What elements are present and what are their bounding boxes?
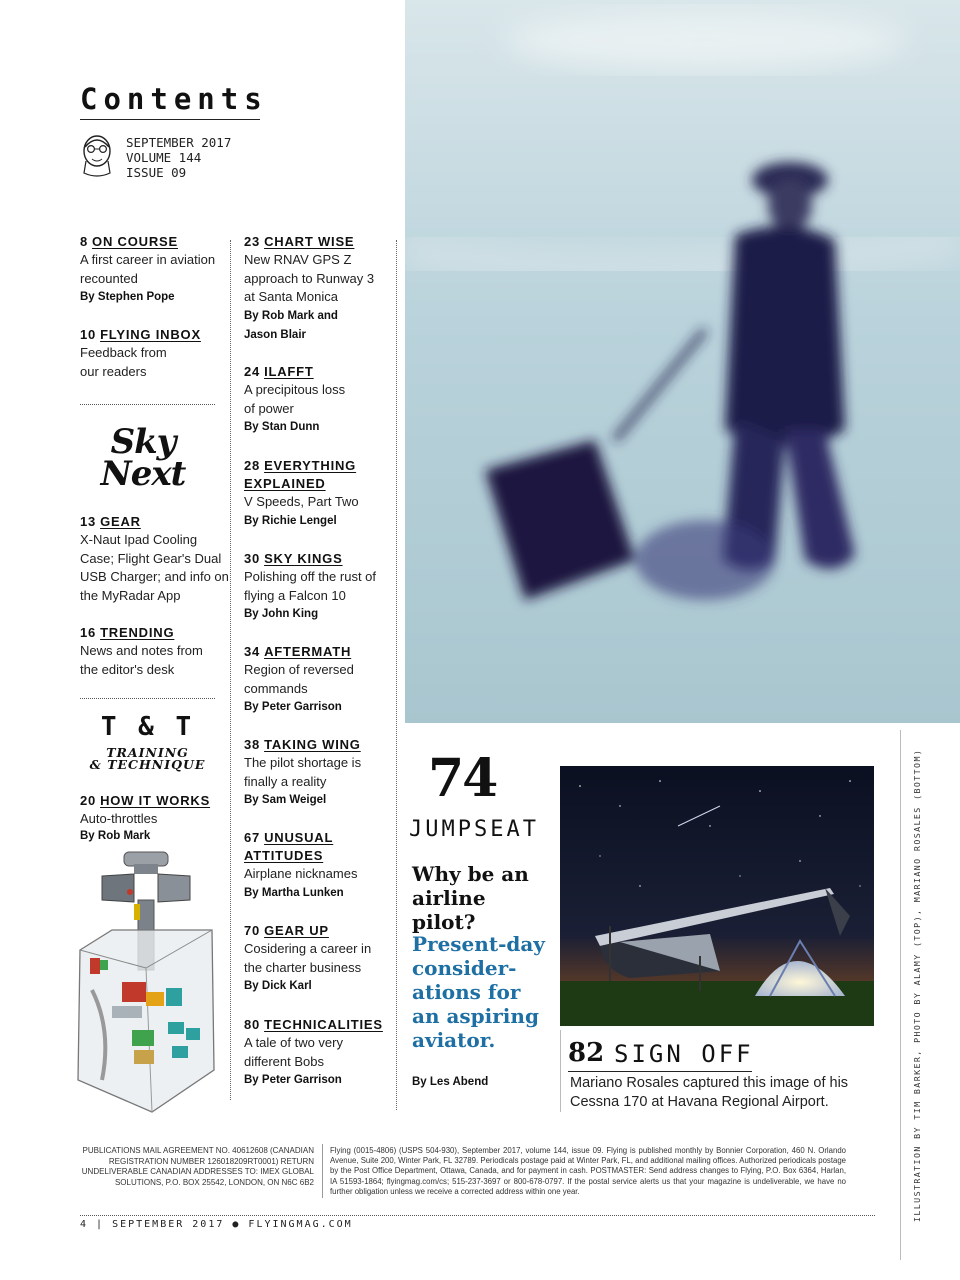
throttle-illustration	[72, 850, 224, 1125]
title-rule	[80, 119, 260, 120]
entry-desc: The pilot shortage is finally a reality	[244, 755, 362, 789]
entry-title: ON COURSE	[92, 234, 178, 249]
issue-number: ISSUE 09	[126, 165, 187, 180]
entry-byline: By Peter Garrison	[244, 701, 342, 714]
hero-photo-pilot-with-luggage	[405, 0, 960, 723]
entry-byline: By Rob Mark and Jason Blair	[244, 310, 338, 341]
entry-desc: New RNAV GPS Z approach to Runway 3 at Santa Monica	[244, 252, 375, 305]
entry-desc: V Speeds, Part Two	[244, 494, 359, 509]
entry-page: 8	[80, 234, 89, 249]
tt-subtitle	[80, 747, 215, 771]
entry-title: TECHNICALITIES	[264, 1017, 383, 1032]
toc-entry[interactable]	[80, 624, 230, 679]
signoff-caption: Mariano Rosales captured this image of his Cessna 170 at Havana Regional Airport.	[570, 1075, 849, 1110]
tt-sub-line2: & TECHNIQUE	[89, 757, 206, 772]
column-divider	[230, 240, 231, 1100]
toc-entry[interactable]	[244, 922, 394, 996]
toc-entry[interactable]	[244, 829, 394, 902]
entry-page: 67	[244, 830, 261, 845]
entry-page: 20	[80, 793, 97, 808]
publication-statement: Flying (0015-4806) (USPS 504-930), September 2017, volume 144, issue 09. Flying is published monthly by Bonnier Corporation, 460 N. Orlando Avenue, Suite 200, Winter Park, FL 32789. Periodicals postage paid at Winter Park, FL, and additional mailing offices. Authorized periodicals postage by the Post Office Department, Ottawa, Canada, and for payment in cash. POSTMASTER: Send address changes to Flying, P.O. Box 6364, Harlan, IA 51593-1864; flyingmag.com/cs; 515-237-3697 or 800-678-0797. If the postal service alerts us that your magazine is undeliverable, we have no further obligation unless we receive a corrected address within one year.	[330, 1146, 846, 1196]
signoff-rule	[568, 1071, 752, 1072]
credit-rule	[900, 730, 901, 1260]
entry-page: 16	[80, 625, 97, 640]
toc-entry[interactable]	[244, 457, 394, 530]
entry-page: 28	[244, 458, 261, 473]
entry-page: 13	[80, 514, 97, 529]
signoff-page-number: 82	[568, 1038, 605, 1068]
toc-entry[interactable]	[80, 233, 230, 307]
entry-page: 34	[244, 644, 261, 659]
entry-page: 10	[80, 327, 97, 342]
entry-desc: A precipitous loss of power	[244, 382, 346, 416]
signoff-photo-cessna-night	[560, 766, 874, 1026]
entry-desc: Region of reversed commands	[244, 662, 354, 696]
entry-byline: By Sam Weigel	[244, 794, 327, 807]
entry-title: EVERYTHING EXPLAINED	[244, 458, 357, 491]
entry-byline: By Rob Mark	[80, 829, 151, 842]
entry-page: 30	[244, 551, 261, 566]
toc-entry[interactable]	[244, 1016, 394, 1090]
sky-next-line1: Sky	[110, 422, 176, 462]
toc-entry[interactable]	[80, 326, 230, 381]
photo-credit: ILLUSTRATION BY TIM BARKER, PHOTO BY ALAMY (TOP), MARIANO ROSALES (BOTTOM)	[912, 748, 922, 1222]
toc-entry[interactable]	[80, 513, 230, 606]
issue-info	[126, 135, 231, 180]
entry-desc: A first career in aviation recounted	[80, 252, 216, 286]
toc-entry[interactable]	[244, 736, 394, 810]
entry-page: 38	[244, 737, 261, 752]
publication-divider	[322, 1144, 323, 1198]
toc-entry[interactable]	[244, 233, 394, 345]
entry-desc: News and notes from the editor's desk	[80, 643, 203, 677]
page-title: Contents	[80, 82, 268, 116]
entry-title: GEAR	[100, 514, 141, 529]
entry-desc: Feedback from our readers	[80, 345, 167, 379]
signoff-label[interactable]: SIGN OFF	[614, 1040, 754, 1068]
entry-page: 23	[244, 234, 261, 249]
entry-title: ILAFFT	[264, 364, 314, 379]
entry-byline: By Stephen Pope	[80, 291, 175, 304]
entry-byline: By Peter Garrison	[244, 1074, 342, 1087]
toc-entry[interactable]	[80, 792, 230, 843]
entry-desc: X-Naut Ipad Cooling Case; Flight Gear's Dual USB Charger; and info on the MyRadar App	[80, 532, 229, 604]
entry-desc: Polishing off the rust of flying a Falcon 10	[244, 569, 377, 603]
footer-divider	[80, 1215, 875, 1216]
entry-title: SKY KINGS	[264, 551, 343, 566]
toc-entry[interactable]	[244, 643, 394, 717]
entry-page: 80	[244, 1017, 261, 1032]
sky-next-logo	[88, 422, 198, 494]
entry-title: FLYING INBOX	[100, 327, 201, 342]
entry-byline: By Stan Dunn	[244, 421, 320, 434]
entry-title: TAKING WING	[264, 737, 361, 752]
entry-title: UNUSUAL ATTITUDES	[244, 830, 334, 863]
tt-logo: T & T	[100, 712, 195, 742]
issue-volume: VOLUME 144	[126, 150, 202, 165]
entry-title: CHART WISE	[264, 234, 355, 249]
pilot-helmet-icon	[80, 133, 114, 179]
entry-title: HOW IT WORKS	[100, 793, 211, 808]
entry-desc: A tale of two very different Bobs	[244, 1035, 343, 1069]
column-divider	[396, 240, 397, 1110]
entry-byline: By John King	[244, 608, 319, 621]
jumpseat-deck: Present-day consider-ations for an aspiring aviator.	[412, 932, 545, 1052]
jumpseat-page-number: 74	[428, 748, 497, 809]
entry-byline: By Richie Lengel	[244, 514, 337, 527]
divider	[80, 698, 215, 699]
entry-page: 24	[244, 364, 261, 379]
entry-byline: By Martha Lunken	[244, 886, 344, 899]
entry-title: TRENDING	[100, 625, 175, 640]
sky-next-line2: Next	[100, 454, 186, 494]
jumpseat-question[interactable]: Why be an airline pilot?	[412, 862, 529, 934]
jumpseat-byline: By Les Abend	[412, 1076, 489, 1088]
entry-title: GEAR UP	[264, 923, 329, 938]
entry-desc: Cosidering a career in the charter business	[244, 941, 372, 975]
divider	[80, 404, 215, 405]
publication-mail-info: PUBLICATIONS MAIL AGREEMENT NO. 40612608 (CANADIAN REGISTRATION NUMBER 126018209RT0001) RETURN UNDELIVERABLE CANADIAN ADDRESSES TO: IMEX GLOBAL SOLUTIONS, P.O. BOX 25542, LONDON, ON N6C 6B2	[81, 1146, 314, 1187]
jumpseat-label: JUMPSEAT	[409, 817, 539, 842]
tt-sub-line1: TRAINING	[106, 745, 189, 760]
issue-date: SEPTEMBER 2017	[126, 135, 232, 150]
entry-desc: Airplane nicknames	[244, 866, 358, 881]
entry-page: 70	[244, 923, 261, 938]
entry-byline: By Dick Karl	[244, 980, 312, 993]
entry-title: AFTERMATH	[264, 644, 352, 659]
entry-desc: Auto-throttles	[80, 811, 158, 826]
toc-entry[interactable]	[244, 363, 394, 437]
folio: 4 | SEPTEMBER 2017 ● FLYINGMAG.COM	[80, 1219, 353, 1230]
toc-entry[interactable]	[244, 550, 394, 624]
